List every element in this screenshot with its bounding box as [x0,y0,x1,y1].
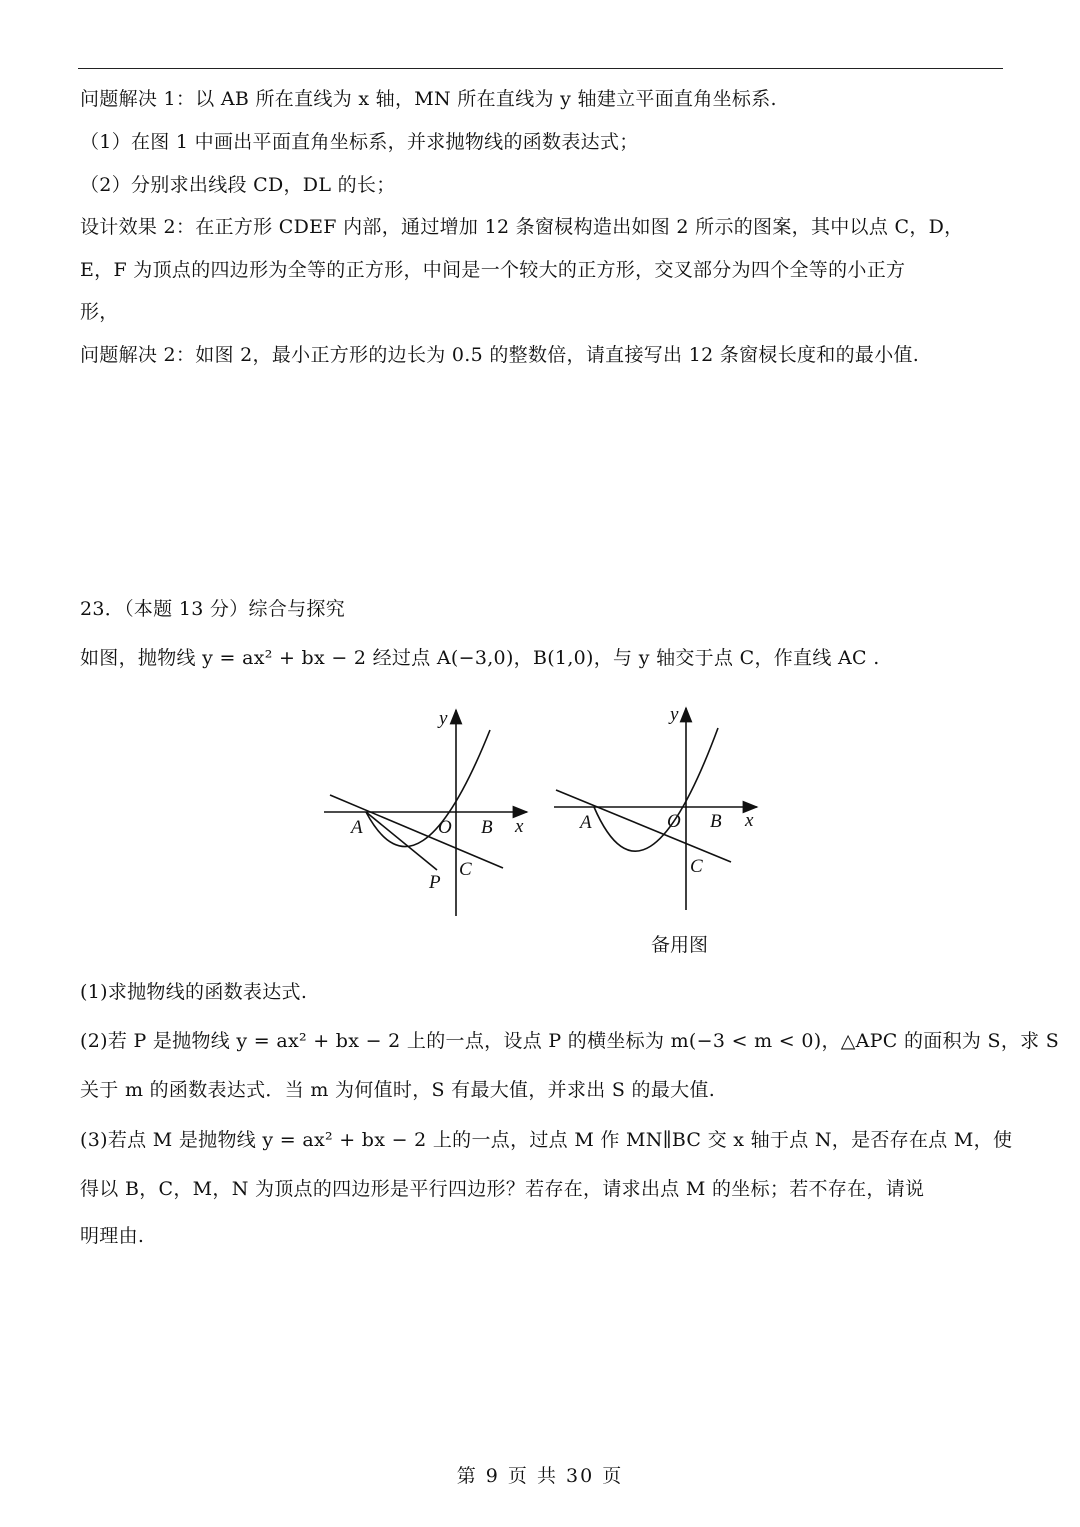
label-o: O [438,817,452,838]
label-y: y [670,704,679,725]
label-y: y [439,708,448,729]
q1-intro: 问题解决 1：以 AB 所在直线为 x 轴，MN 所在直线为 y 轴建立平面直角坐标系. [80,88,777,110]
label-a: A [351,817,363,838]
problem23-heading: 23．（本题 13 分）综合与探究 [80,598,346,620]
parabola [594,728,718,851]
part2-line1: (2)若 P 是抛物线 y = ax² + bx − 2 上的一点，设点 P 的横坐标为 m(−3 < m < 0)，△APC 的面积为 S，求 S [80,1030,1060,1052]
label-c: C [459,859,472,880]
page-footer: 第 9 页 共 30 页 [456,1465,624,1487]
part3-line3: 明理由. [80,1225,145,1247]
problem23-statement: 如图，抛物线 y = ax² + bx − 2 经过点 A(−3,0)，B(1,0)，与 y 轴交于点 C，作直线 AC . [80,647,880,669]
label-b: B [481,817,493,838]
part3-line1: (3)若点 M 是抛物线 y = ax² + bx − 2 上的一点，过点 M 作 MN∥BC 交 x 轴于点 N，是否存在点 M，使 [80,1129,1013,1151]
parabola [366,730,490,847]
label-x: x [745,810,754,831]
part1: (1)求抛物线的函数表达式. [80,981,308,1003]
figure-left [320,700,535,922]
label-b: B [710,811,722,832]
design2-line1: 设计效果 2：在正方形 CDEF 内部，通过增加 12 条窗棂构造出如图 2 所示的图案，其中以点 C，D， [80,216,964,238]
design2-line2: E，F 为顶点的四边形为全等的正方形，中间是一个较大的正方形，交叉部分为四个全等的小正方 [80,259,906,281]
segment-ap [366,812,437,870]
part2-line2: 关于 m 的函数表达式．当 m 为何值时，S 有最大值，并求出 S 的最大值. [80,1079,716,1101]
q2-text: 问题解决 2：如图 2，最小正方形的边长为 0.5 的整数倍，请直接写出 12 条窗棂长度和的最小值. [80,344,920,366]
label-x: x [515,816,524,837]
part3-line2: 得以 B，C，M，N 为顶点的四边形是平行四边形？若存在，请求出点 M 的坐标；若不存在，请说 [80,1178,925,1200]
spare-figure-caption: 备用图 [651,934,709,956]
header-rule [78,68,1003,69]
label-o: O [667,811,681,832]
label-a: A [580,812,592,833]
q1-part2: （2）分别求出线段 CD，DL 的长； [80,174,396,196]
label-p: P [429,872,441,893]
label-c: C [690,856,703,877]
design2-line3: 形， [80,301,119,323]
figure-right [550,700,765,922]
q1-part1: （1）在图 1 中画出平面直角坐标系，并求抛物线的函数表达式； [80,131,639,153]
